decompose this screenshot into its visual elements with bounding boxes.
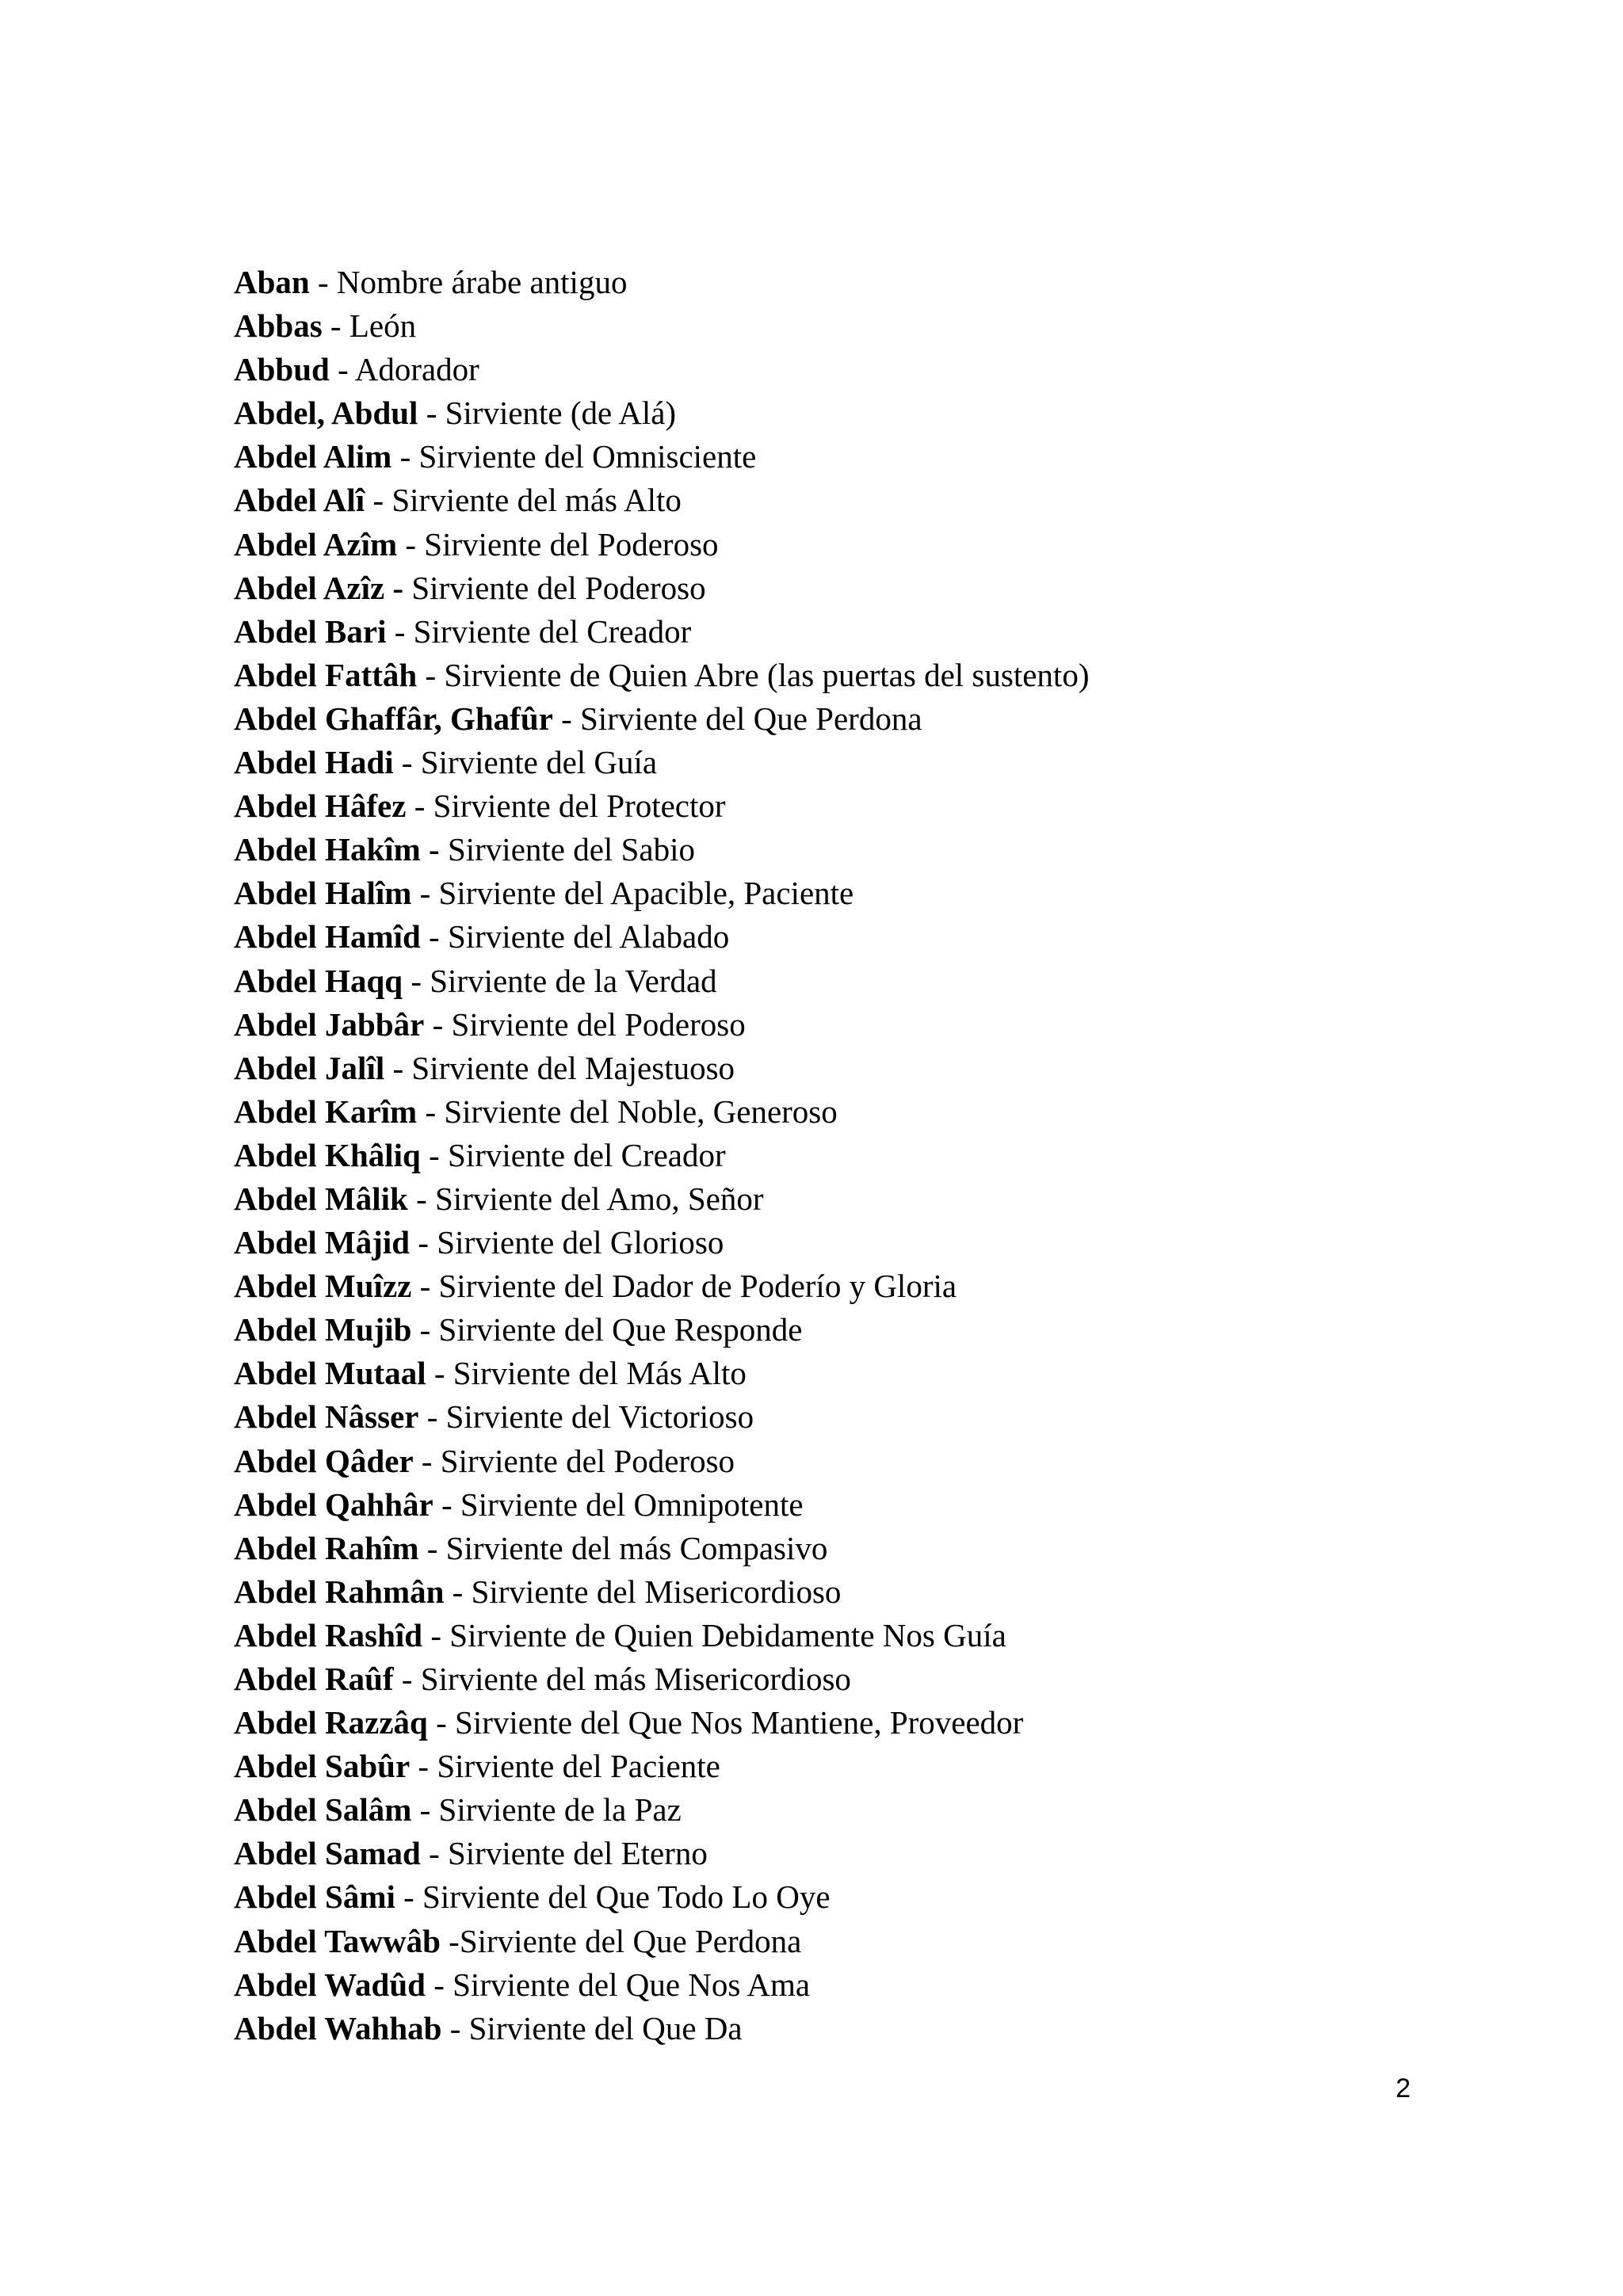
name-entry <box>234 828 1089 871</box>
name-entry <box>234 1352 1089 1395</box>
name-entry <box>234 1920 1089 1963</box>
entry-meaning: - Adorador <box>329 351 479 388</box>
entry-name: Abdel Mâjid <box>234 1224 411 1261</box>
entry-name: Abdel Khâliq <box>234 1136 421 1173</box>
name-entry <box>234 1395 1089 1439</box>
entry-meaning: - Sirviente del Creador <box>420 1136 726 1173</box>
name-entry <box>234 610 1089 654</box>
entry-meaning: - Sirviente del Que Nos Mantiene, Proveedor <box>427 1704 1024 1741</box>
entry-name: Abdel Alim <box>234 438 392 475</box>
entry-meaning: - Sirviente del Eterno <box>420 1835 708 1872</box>
entry-name: Abdel Rashîd <box>234 1616 423 1653</box>
entry-meaning: - Sirviente del Paciente <box>410 1748 720 1785</box>
entry-name: Abdel Ghaffâr, Ghafûr <box>234 700 553 737</box>
entry-name: Abdel Azîz - <box>234 569 404 606</box>
name-entry <box>234 1047 1089 1090</box>
entry-meaning: - Sirviente del Más Alto <box>426 1355 747 1392</box>
entry-name: Abdel Sâmi <box>234 1878 395 1916</box>
name-entry <box>234 959 1089 1003</box>
entry-meaning: - Sirviente del Dador de Poderío y Gloria <box>411 1268 957 1305</box>
entry-name: Abdel Nâsser <box>234 1398 419 1436</box>
entry-name: Abdel Hadi <box>234 744 394 781</box>
entry-meaning: - Sirviente de la Paz <box>411 1791 682 1829</box>
entry-name: Abdel Jalîl <box>234 1049 385 1086</box>
name-entry <box>234 1527 1089 1570</box>
name-entry <box>234 1483 1089 1527</box>
entry-name: Abbas <box>234 307 323 345</box>
entry-meaning: - Sirviente del Poderoso <box>413 1442 735 1479</box>
entry-name: Abdel Qâder <box>234 1442 414 1479</box>
entry-meaning: - Sirviente del Omnipotente <box>433 1486 804 1523</box>
name-entry <box>234 1788 1089 1832</box>
entry-name: Abdel Karîm <box>234 1093 418 1130</box>
name-entry <box>234 915 1089 959</box>
entry-meaning: - Sirviente del Que Todo Lo Oye <box>395 1878 831 1916</box>
entry-meaning: - Sirviente de Quien Debidamente Nos Guía <box>422 1616 1006 1653</box>
entry-meaning: - Sirviente del Protector <box>406 788 726 825</box>
name-entry <box>234 1308 1089 1352</box>
entry-meaning: - Sirviente del Omnisciente <box>391 438 757 475</box>
entry-name: Abdel Haqq <box>234 962 403 999</box>
entry-meaning: - Sirviente del Guía <box>393 744 658 781</box>
name-entry <box>234 391 1089 435</box>
name-entry <box>234 566 1089 610</box>
entry-name: Abdel Rahmân <box>234 1573 445 1610</box>
name-entry <box>234 479 1089 522</box>
name-entry <box>234 1657 1089 1701</box>
entry-meaning: - Sirviente del Creador <box>386 612 692 650</box>
page-number: 2 <box>1396 2073 1411 2103</box>
entry-meaning: - Sirviente del Que Responde <box>411 1311 803 1348</box>
name-entry <box>234 348 1089 391</box>
name-entry <box>234 1745 1089 1788</box>
entry-name: Abdel Samad <box>234 1835 421 1872</box>
entry-meaning: - Sirviente del Victorioso <box>418 1398 754 1436</box>
name-entry <box>234 1963 1089 2007</box>
name-entry <box>234 1701 1089 1745</box>
name-entry <box>234 697 1089 741</box>
entry-name: Abbud <box>234 351 330 388</box>
name-entry <box>234 654 1089 697</box>
name-entry <box>234 1875 1089 1919</box>
entry-name: Abdel Mutaal <box>234 1355 426 1392</box>
name-entry <box>234 261 1089 304</box>
name-entry <box>234 741 1089 784</box>
entry-name: Abdel Azîm <box>234 525 398 563</box>
name-entry <box>234 1177 1089 1221</box>
entry-meaning: - Sirviente del Majestuoso <box>384 1049 735 1086</box>
entry-name: Abdel Mâlik <box>234 1180 408 1217</box>
entry-name: Abdel Mujib <box>234 1311 412 1348</box>
name-entry <box>234 435 1089 479</box>
entry-meaning: - Sirviente del Que Da <box>441 2009 743 2046</box>
entry-meaning: - Sirviente del más Compasivo <box>418 1529 828 1566</box>
entry-name: Abdel Razzâq <box>234 1704 428 1741</box>
entry-name: Abdel Fattâh <box>234 656 418 693</box>
entry-meaning: Sirviente del Sabio <box>439 831 695 868</box>
entry-name: Abdel Hakîm - <box>234 831 440 868</box>
entry-meaning: - Sirviente del Glorioso <box>410 1224 724 1261</box>
name-entry <box>234 1570 1089 1614</box>
entry-meaning: - Sirviente del más Alto <box>365 482 682 519</box>
entry-meaning: - Sirviente del Que Nos Ama <box>425 1966 811 2003</box>
name-entry <box>234 1440 1089 1483</box>
name-entry <box>234 1832 1089 1875</box>
entry-name: Abdel Rahîm <box>234 1529 419 1566</box>
entry-meaning: - Sirviente del Noble, Generoso <box>417 1093 838 1130</box>
entry-name: Abdel Qahhâr <box>234 1486 433 1523</box>
name-entry <box>234 784 1089 828</box>
name-list <box>234 261 1089 2050</box>
entry-name: Abdel, Abdul <box>234 395 418 432</box>
entry-name: Abdel Bari <box>234 612 387 650</box>
entry-name: Aban <box>234 264 310 300</box>
entry-meaning: - Nombre árabe antiguo <box>309 264 628 300</box>
entry-meaning: -Sirviente del Que Perdona <box>440 1922 802 1959</box>
entry-name: Abdel Jabbâr <box>234 1005 425 1043</box>
entry-meaning: - Sirviente del más Misericordioso <box>393 1661 851 1697</box>
entry-name: Abdel Salâm <box>234 1791 412 1829</box>
name-entry <box>234 1264 1089 1308</box>
name-entry <box>234 1003 1089 1047</box>
entry-meaning: - Sirviente del Poderoso <box>397 525 719 563</box>
name-entry <box>234 1221 1089 1264</box>
entry-name: Abdel Sabûr <box>234 1748 411 1785</box>
entry-meaning: - Sirviente del Alabado <box>420 918 730 955</box>
name-entry <box>234 523 1089 566</box>
entry-name: Abdel Muîzz <box>234 1268 412 1305</box>
entry-name: Abdel Alî <box>234 482 365 519</box>
entry-meaning: - Sirviente del Misericordioso <box>444 1573 842 1610</box>
entry-meaning: - Sirviente del Que Perdona <box>552 700 922 737</box>
entry-meaning: - Sirviente de la Verdad <box>403 962 717 999</box>
entry-meaning: - Sirviente del Poderoso <box>424 1005 746 1043</box>
name-entry <box>234 2007 1089 2050</box>
entry-meaning: - Sirviente (de Alá) <box>418 395 677 432</box>
name-entry <box>234 871 1089 915</box>
name-entry <box>234 1134 1089 1177</box>
entry-meaning: - Sirviente del Apacible, Paciente <box>411 875 854 912</box>
entry-name: Abdel Hâfez <box>234 788 407 825</box>
entry-name: Abdel Halîm <box>234 875 412 912</box>
entry-name: Abdel Wahhab <box>234 2009 442 2046</box>
name-entry <box>234 1614 1089 1657</box>
entry-name: Abdel Tawwâb <box>234 1922 441 1959</box>
entry-meaning: - León <box>322 307 417 345</box>
entry-meaning: - Sirviente del Amo, Señor <box>407 1180 764 1217</box>
entry-meaning: Sirviente del Poderoso <box>403 569 706 606</box>
entry-meaning: - Sirviente de Quien Abre (las puertas del sustento) <box>417 656 1090 693</box>
name-entry <box>234 1090 1089 1134</box>
entry-name: Abdel Hamîd <box>234 918 421 955</box>
entry-name: Abdel Raûf <box>234 1661 394 1697</box>
entry-name: Abdel Wadûd <box>234 1966 426 2003</box>
name-entry <box>234 304 1089 348</box>
